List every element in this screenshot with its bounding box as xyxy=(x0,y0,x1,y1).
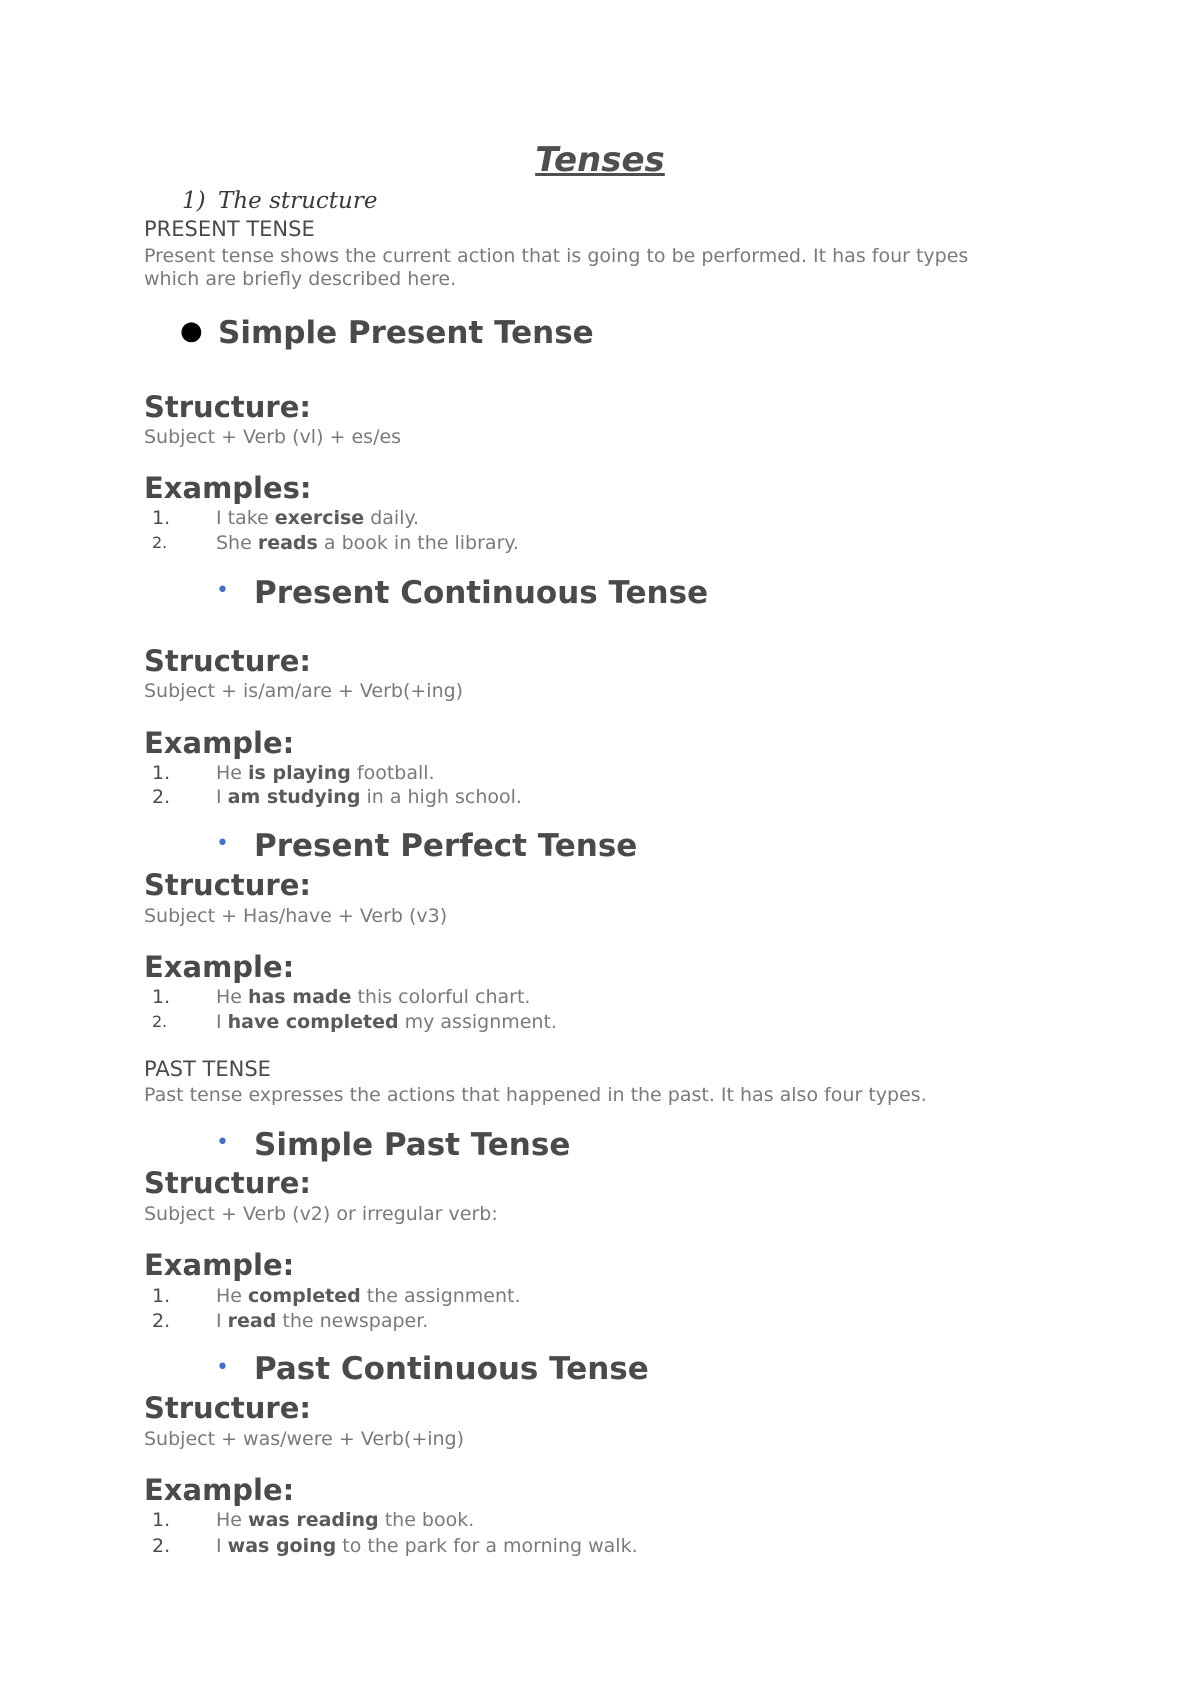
example-label: Example: xyxy=(144,950,295,984)
structure-label: Structure: xyxy=(144,644,311,678)
example-number: 1. xyxy=(152,1285,171,1307)
bullet-icon: • xyxy=(216,831,229,856)
structure-formula: Subject + Verb (vl) + es/es xyxy=(144,426,402,448)
example-sentence: I have completed my assignment. xyxy=(216,1011,557,1033)
structure-formula: Subject + Has/have + Verb (v3) xyxy=(144,905,448,927)
example-sentence: He was reading the book. xyxy=(216,1509,475,1531)
example-number: 1. xyxy=(152,986,171,1008)
subheading-number: 1) xyxy=(182,188,206,214)
example-label: Example: xyxy=(144,726,295,760)
structure-formula: Subject + is/am/are + Verb(+ing) xyxy=(144,680,464,702)
example-number: 2. xyxy=(152,533,168,552)
example-number: 2. xyxy=(152,786,171,808)
example-sentence: I was going to the park for a morning walk. xyxy=(216,1535,638,1557)
subheading xyxy=(182,186,377,216)
example-label: Example: xyxy=(144,1248,295,1282)
example-label: Example: xyxy=(144,1473,295,1507)
structure-label: Structure: xyxy=(144,1391,311,1425)
example-sentence: He is playing football. xyxy=(216,762,435,784)
structure-formula: Subject + was/were + Verb(+ing) xyxy=(144,1428,465,1450)
example-sentence: I read the newspaper. xyxy=(216,1310,429,1332)
bullet-icon: ● xyxy=(180,316,203,346)
section-title: Simple Past Tense xyxy=(254,1127,571,1163)
example-number: 2. xyxy=(152,1310,171,1332)
structure-label: Structure: xyxy=(144,868,311,902)
section-title: Past Continuous Tense xyxy=(254,1351,649,1387)
document-title: Tenses xyxy=(535,140,665,180)
section-title: Present Perfect Tense xyxy=(254,828,638,864)
structure-label: Structure: xyxy=(144,1166,311,1200)
example-sentence: I am studying in a high school. xyxy=(216,786,522,808)
bullet-icon: • xyxy=(216,578,229,603)
example-number: 1. xyxy=(152,507,171,529)
past-tense-heading: PAST TENSE xyxy=(144,1057,271,1081)
example-sentence: He has made this colorful chart. xyxy=(216,986,531,1008)
structure-formula: Subject + Verb (v2) or irregular verb: xyxy=(144,1203,498,1225)
bullet-icon: • xyxy=(216,1130,229,1155)
example-number: 2. xyxy=(152,1535,171,1557)
example-sentence: She reads a book in the library. xyxy=(216,532,519,554)
subheading-text: The structure xyxy=(218,188,378,214)
bullet-icon: • xyxy=(216,1355,229,1380)
example-sentence: I take exercise daily. xyxy=(216,507,420,529)
past-tense-intro: Past tense expresses the actions that happened in the past. It has also four types. xyxy=(144,1084,927,1106)
present-tense-heading: PRESENT TENSE xyxy=(144,217,315,241)
example-number: 1. xyxy=(152,1509,171,1531)
example-number: 1. xyxy=(152,762,171,784)
example-sentence: He completed the assignment. xyxy=(216,1285,521,1307)
present-tense-intro: Present tense shows the current action that is going to be performed. It has four types which are briefly described here. xyxy=(144,245,969,290)
examples-label: Examples: xyxy=(144,471,312,505)
section-title: Simple Present Tense xyxy=(218,315,594,351)
example-number: 2. xyxy=(152,1012,168,1031)
section-title: Present Continuous Tense xyxy=(254,575,709,611)
structure-label: Structure: xyxy=(144,390,311,424)
